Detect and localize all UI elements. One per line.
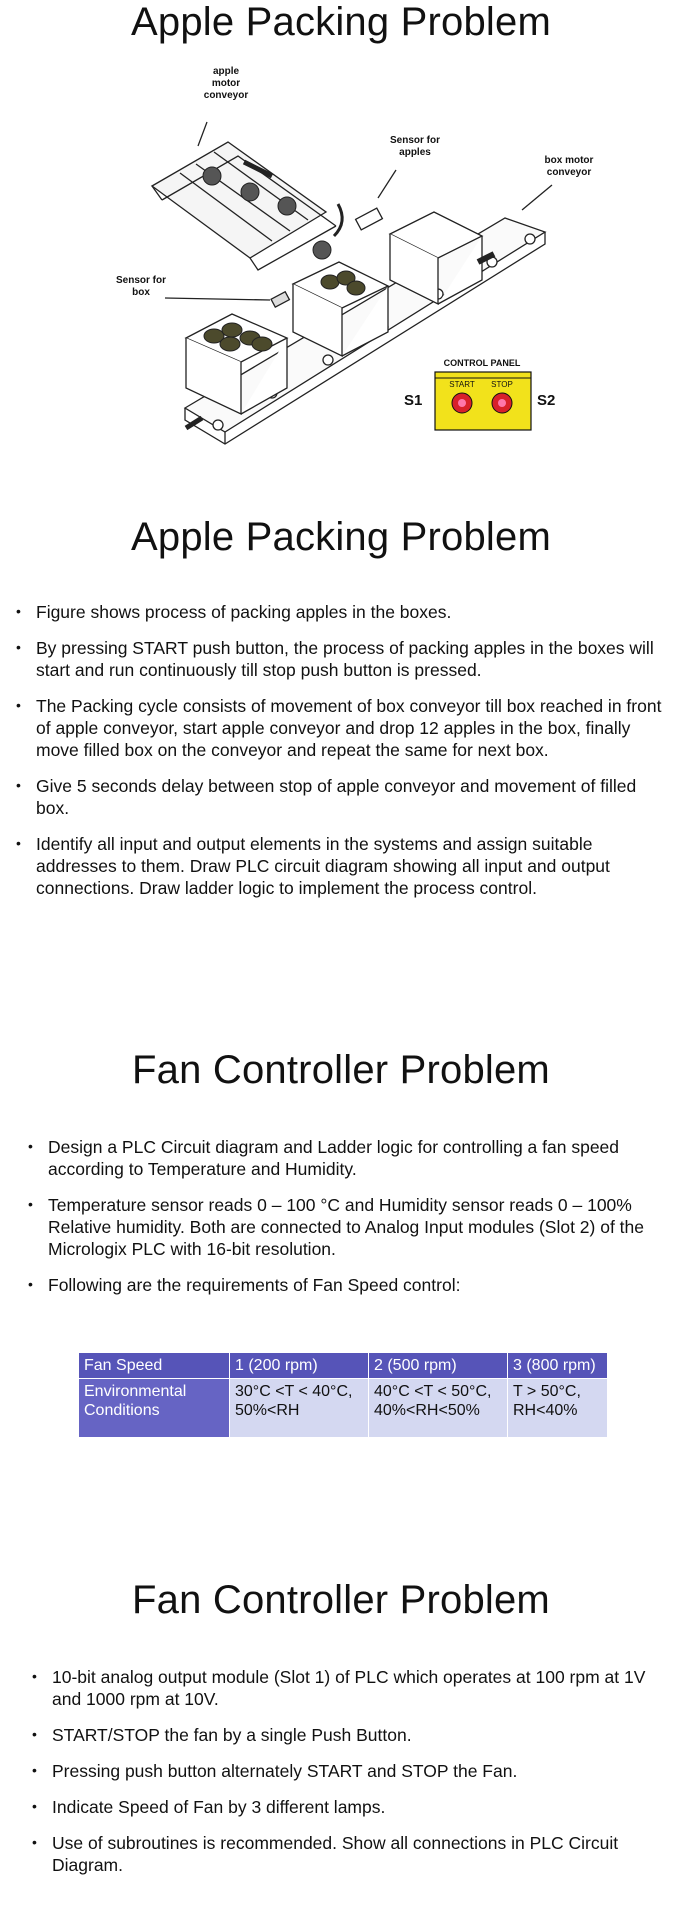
stop-label: STOP bbox=[491, 380, 513, 389]
bullet-item: • Design a PLC Circuit diagram and Ladder logic for controlling a fan speed according to Temperature and Humidity. bbox=[26, 1136, 656, 1180]
sensor-apples-label: Sensor for apples bbox=[389, 135, 440, 158]
bullet-item: • Indicate Speed of Fan by 3 different lamps. bbox=[30, 1796, 650, 1818]
sensor-apples bbox=[356, 208, 383, 230]
bullet-item: • Give 5 seconds delay between stop of apple conveyor and movement of filled box. bbox=[14, 775, 674, 819]
bullet-item: • Figure shows process of packing apples in the boxes. bbox=[14, 601, 674, 623]
table-cell: T > 50°C, RH<40% bbox=[508, 1379, 608, 1438]
box-conveyor-label: box motor conveyor bbox=[544, 155, 594, 178]
bullet-list bbox=[14, 601, 674, 913]
start-label: START bbox=[449, 380, 475, 389]
table-header-cell: 3 (800 rpm) bbox=[508, 1353, 608, 1379]
slide-title: Fan Controller Problem bbox=[132, 1048, 550, 1092]
table-header-cell: 2 (500 rpm) bbox=[369, 1353, 508, 1379]
bullet-item: • Following are the requirements of Fan Speed control: bbox=[26, 1274, 656, 1296]
bullet-item: • The Packing cycle consists of movement of box conveyor till box reached in front of apple conveyor, start apple conveyor and drop 12 apples in the box, finally move filled box on the conveyor and repeat the same for next box. bbox=[14, 695, 674, 761]
bullet-list bbox=[26, 1136, 656, 1310]
table-cell: 30°C <T < 40°C, 50%<RH bbox=[230, 1379, 369, 1438]
fan-speed-table bbox=[78, 1352, 608, 1438]
bullet-item: • 10-bit analog output module (Slot 1) of PLC which operates at 100 rpm at 1V and 1000 rpm at 10V. bbox=[30, 1666, 650, 1710]
s2-label: S2 bbox=[537, 392, 556, 409]
table-header-cell: 1 (200 rpm) bbox=[230, 1353, 369, 1379]
slide-fan-specs bbox=[0, 1578, 682, 1920]
bullet-item: • Use of subroutines is recommended. Show all connections in PLC Circuit Diagram. bbox=[30, 1832, 650, 1876]
slide-apple-description bbox=[0, 515, 682, 995]
bullet-item: • Pressing push button alternately START and STOP the Fan. bbox=[30, 1760, 650, 1782]
apple-conveyor-label: apple motor conveyor bbox=[203, 66, 249, 101]
table-row bbox=[79, 1379, 608, 1438]
slide-title: Apple Packing Problem bbox=[131, 0, 551, 44]
sensor-box-label: Sensor for box bbox=[115, 275, 166, 298]
table-header-cell: Fan Speed bbox=[79, 1353, 230, 1379]
table-header-row bbox=[79, 1353, 608, 1379]
control-panel-label: CONTROL PANEL bbox=[443, 358, 521, 368]
s1-label: S1 bbox=[404, 392, 423, 409]
slide-apple-figure bbox=[0, 0, 682, 470]
apple-conveyor-belt bbox=[152, 142, 336, 270]
table-cell: 40°C <T < 50°C, 40%<RH<50% bbox=[369, 1379, 508, 1438]
bullet-item: • START/STOP the fan by a single Push Button. bbox=[30, 1724, 650, 1746]
slide-title: Apple Packing Problem bbox=[131, 515, 551, 559]
bullet-item: • Identify all input and output elements in the systems and assign suitable addresses to them. Draw PLC circuit diagram showing all input and output connections. Draw ladder logic to implement the process control. bbox=[14, 833, 674, 899]
bullet-item: • Temperature sensor reads 0 – 100 °C and Humidity sensor reads 0 – 100% Relative humidity. Both are connected to Analog Input modules (Slot 2) of the Micrologix PLC with 16-bit resolution. bbox=[26, 1194, 656, 1260]
apple-packing-figure bbox=[0, 0, 682, 470]
sensor-box bbox=[271, 292, 289, 307]
bullet-list bbox=[30, 1666, 650, 1890]
slide-fan-requirements bbox=[0, 1048, 682, 1518]
table-row-label: Environmental Conditions bbox=[79, 1379, 230, 1438]
slide-title: Fan Controller Problem bbox=[132, 1578, 550, 1622]
bullet-item: • By pressing START push button, the process of packing apples in the boxes will start and run continuously till stop push button is pressed. bbox=[14, 637, 674, 681]
